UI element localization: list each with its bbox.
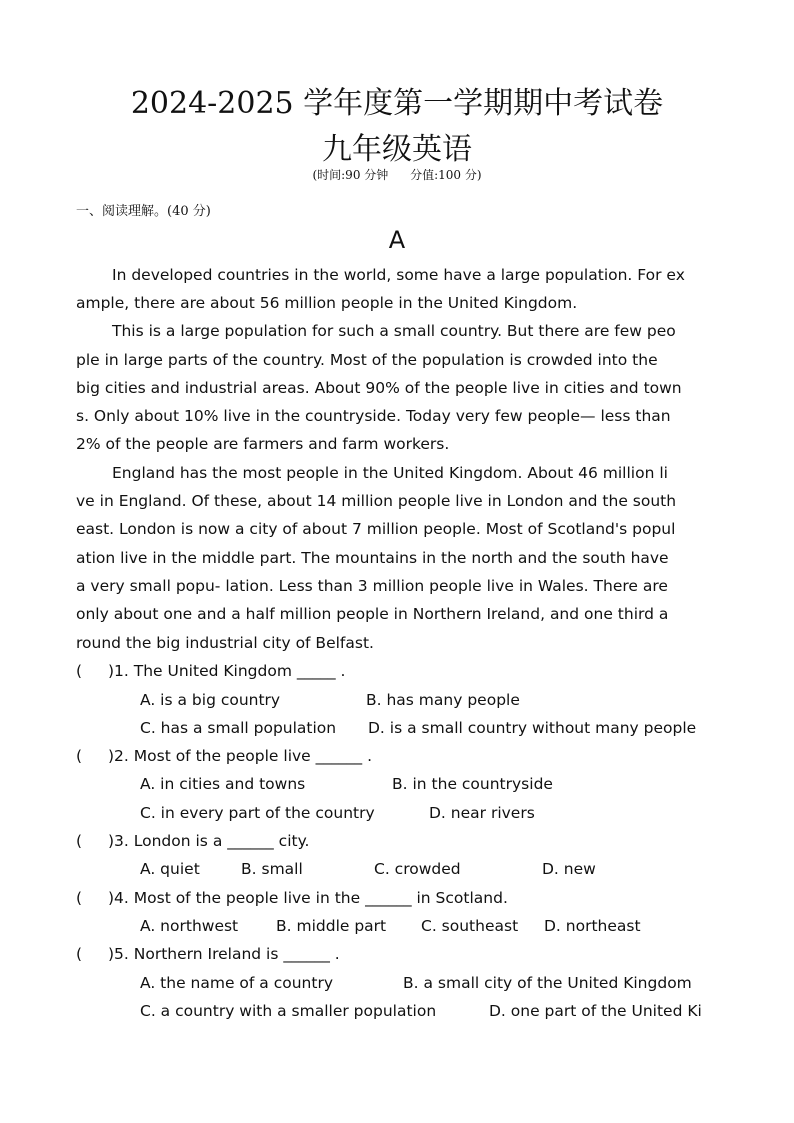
passage-line: a very small popu- lation. Less than 3 million people live in Wales. There are: [76, 577, 668, 595]
exam-title: 2024-2025 学年度第一学期期中考试卷: [130, 86, 664, 121]
passage-line: big cities and industrial areas. About 90% of the people live in cities and town: [76, 379, 682, 397]
exam-subtitle: 九年级英语: [322, 132, 472, 167]
passage-line: east. London is now a city of about 7 million people. Most of Scotland's popul: [76, 520, 676, 538]
question-2: [76, 747, 372, 765]
question-5: [76, 945, 340, 963]
option-b: B. middle part: [276, 917, 387, 935]
passage-line: ve in England. Of these, about 14 million people live in London and the south: [76, 492, 677, 510]
option-a: A. quiet: [140, 860, 200, 878]
option-d: D. new: [542, 860, 596, 878]
option-a: A. northwest: [140, 917, 239, 935]
section-heading: 一、阅读理解。(40 分): [76, 204, 211, 219]
option-a: A. the name of a country: [140, 974, 334, 992]
answer-blank[interactable]: (: [76, 747, 83, 765]
question-stem: )2. Most of the people live ______ .: [108, 747, 372, 765]
option-d: D. near rivers: [429, 804, 535, 822]
option-d: D. is a small country without many people: [368, 719, 697, 737]
answer-blank[interactable]: (: [76, 662, 83, 680]
passage-line: s. Only about 10% live in the countryside. Today very few people— less than: [76, 407, 671, 425]
question-4: [76, 889, 508, 907]
question-3: [76, 832, 309, 850]
passage-line: ple in large parts of the country. Most of the population is crowded into the: [76, 351, 658, 369]
exam-info: [0, 166, 794, 183]
question-stem: )1. The United Kingdom _____ .: [108, 662, 346, 680]
option-c: C. southeast: [421, 917, 519, 935]
option-b: B. a small city of the United Kingdom: [403, 974, 692, 992]
question-stem: )3. London is a ______ city.: [108, 832, 310, 850]
passage-line: This is a large population for such a small country. But there are few peo: [112, 322, 676, 340]
passage-line: 2% of the people are farmers and farm workers.: [76, 435, 450, 453]
question-stem: )5. Northern Ireland is ______ .: [108, 945, 340, 963]
option-b: B. small: [241, 860, 303, 878]
option-c: C. crowded: [374, 860, 461, 878]
option-d: D. one part of the United Ki: [489, 1002, 702, 1020]
passage-line: In developed countries in the world, some have a large population. For ex: [112, 266, 685, 284]
passage-line: round the big industrial city of Belfast.: [76, 634, 374, 652]
exam-score: 分值:100 分): [410, 168, 482, 182]
question-1: [76, 662, 345, 680]
option-d: D. northeast: [544, 917, 641, 935]
option-c: C. a country with a smaller population: [140, 1002, 437, 1020]
passage-line: only about one and a half million people in Northern Ireland, and one third a: [76, 605, 669, 623]
option-c: C. has a small population: [140, 719, 337, 737]
option-b: B. in the countryside: [392, 775, 553, 793]
answer-blank[interactable]: (: [76, 889, 83, 907]
option-a: A. in cities and towns: [140, 775, 306, 793]
option-b: B. has many people: [366, 691, 520, 709]
part-label: A: [388, 226, 406, 254]
passage-line: ation live in the middle part. The mountains in the north and the south have: [76, 549, 669, 567]
answer-blank[interactable]: (: [76, 832, 83, 850]
option-c: C. in every part of the country: [140, 804, 375, 822]
passage-line: England has the most people in the United Kingdom. About 46 million li: [112, 464, 668, 482]
option-a: A. is a big country: [140, 691, 281, 709]
passage-line: ample, there are about 56 million people in the United Kingdom.: [76, 294, 578, 312]
question-stem: )4. Most of the people live in the ______ in Scotland.: [108, 889, 508, 907]
answer-blank[interactable]: (: [76, 945, 83, 963]
exam-time: (时间:90 分钟: [312, 168, 389, 182]
